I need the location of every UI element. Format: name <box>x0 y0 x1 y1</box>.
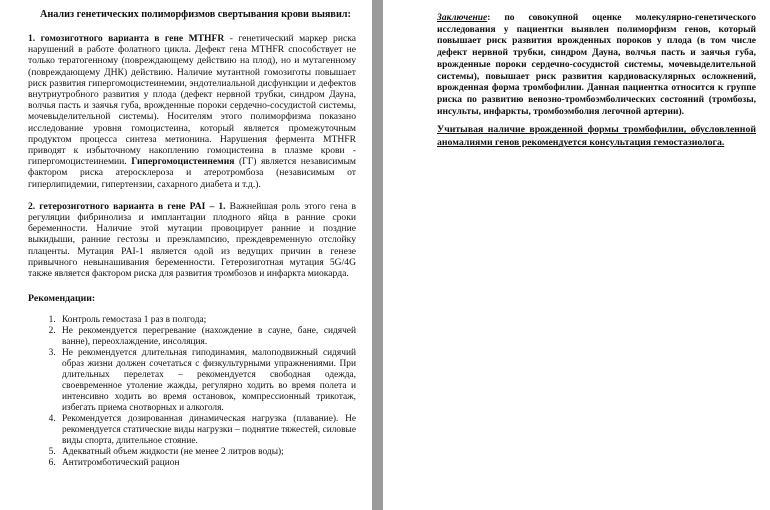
recommendations-list <box>28 315 356 469</box>
recommendation-item: 2. Не рекомендуется перегревание (нахождение в сауне, бане, сидячей ванне), переохлаждение, инсоляция. <box>58 326 356 348</box>
recommendation-item: 6. Антитромботический рацион <box>58 458 356 469</box>
document-page-left <box>0 0 372 510</box>
recommendation-item: 1. Контроль гемостаза 1 раз в полгода; <box>58 315 356 326</box>
recommendation-item: 3. Не рекомендуется длительная гиподинамия, малоподвижный сидячий образ жизни должен сочетаться с физкультурными упражнениями. При длительных перелетах – рекомендуется свободная одежда, своевременное утоление жажды, регулярно ходить во время полета и интенсивно ходить во время остановок, компрессионный трикотаж, избегать приема снотворных и алкоголя. <box>58 348 356 414</box>
pai1-text: Важнейшая роль этого гена в регуляции фибринолиза и имплантации плодного яйца в ранние сроки беременности. Наличие этой мутации провоцирует ранние и поздние выкидыши, ранние гестозы и преэклампсию, преждевременную отслойку плаценты. Мутация PAI-1 является одой из ведущих причин в генезе привычного невынашивания беременности. Гетерозиготная мутация 5G/4G также является фактором риска для развития тромбозов и инфаркта миокарда. <box>28 200 356 280</box>
mthfr-heading: 1. гомозиготного варианта в гене MTHFR <box>28 33 225 44</box>
pai1-heading: 2. гетерозиготного варианта в гене PAI – 1. <box>28 200 226 212</box>
mthfr-text-end: (ГГ) является независимым фактором риска атеросклероза и атеротромбоза (независимым от гиперлипидемии, гипертензии, сахарного диабета и т.д.). <box>28 156 357 190</box>
conclusion-paragraph <box>437 13 756 118</box>
recommendation-item: 5. Адекватный объем жидкости (не менее 2 литров воды); <box>58 447 356 458</box>
page-title: Анализ генетических полиморфизмов свертывания крови выявил: <box>40 9 351 20</box>
conclusion-text: : по совокупной оценке молекулярно-генетического исследования у пациентки выявлен полиморфизм генов, который повышает риск развития врожденных пороков у плода (в том числе дефект нервной трубки, синдром Дауна, волчья пасть и заячья губа, врожденные пороки сердечно-сосудистой системы, мочевыделительной системы), повышает риск развития кардиоваскулярных осложнений, врожденная форма тромбофилии. Данная пациентка относится к группе риска по развитию венозно-тромбоэмболических состояний (тромбозы, инсульты, инфаркты, тромбоэмболия легочной артерии). <box>437 13 756 117</box>
recommendations-heading: Рекомендации: <box>28 293 96 305</box>
consultation-recommendation: Учитывая наличие врожденной формы тромбофилии, обусловленной аномалиями генов рекомендуется консультация гемостазиолога. <box>437 124 756 149</box>
mthfr-text: - генетический маркер риска нарушений в работе фолатного цикла. Дефект гена MTHFR способствует не только тератогенному (повреждающему действию на плод), но и мутагенному (повреждающему ДНК) действию. Наличие мутантной гомозиготы повышает риск развития гипергомоцистеинемии, эндотелиальной дисфункции и дефектов внутриутробного развития у плода (дефект нервной трубки, синдром Дауна, волчья пасть и заячья губа, врожденные пороки сердечно-сосудистой системы, мочевыделительной системы). Носителям этого полиморфизма показано исследование уровня гомоцистеина, который является промежуточным продуктом процесса синтеза метионина. Нарушения фермента МТНFR приводят к избыточному накоплению гомоцистеина в плазме крови - гипергомоцистеинемии. <box>28 33 356 168</box>
recommendation-item: 4. Рекомендуется дозированная динамическая нагрузка (плавание). Не рекомендуется статические виды нагрузки – поднятие тяжестей, силовые виды спорта, длительное стояние. <box>58 414 356 447</box>
page-gutter <box>372 0 383 510</box>
pai1-paragraph <box>28 201 356 279</box>
conclusion-label: Заключение <box>437 13 488 23</box>
hyperhomocysteinemia-term: Гипергомоцистеинемия <box>131 156 235 168</box>
document-page-right <box>383 0 770 510</box>
mthfr-paragraph <box>28 33 356 190</box>
